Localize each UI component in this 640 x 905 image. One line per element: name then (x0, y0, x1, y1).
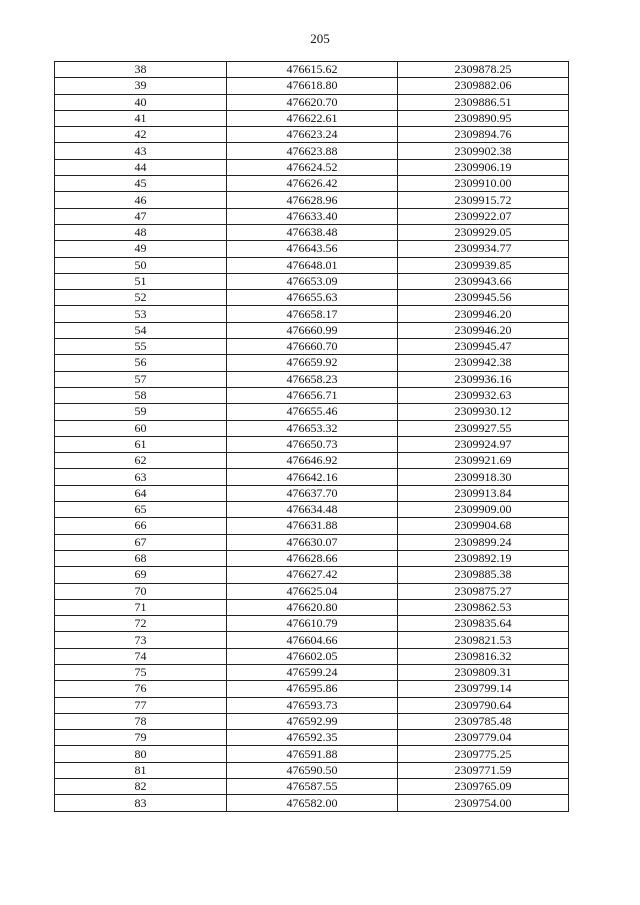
y-coordinate-cell: 2309885.38 (398, 567, 569, 583)
x-coordinate-cell: 476590.50 (227, 762, 398, 778)
point-number-cell: 42 (55, 127, 227, 143)
point-number-cell: 68 (55, 550, 227, 566)
x-coordinate-cell: 476646.92 (227, 453, 398, 469)
table-row (55, 208, 569, 224)
point-number-cell: 83 (55, 795, 227, 811)
table-row (55, 224, 569, 240)
x-coordinate-cell: 476587.55 (227, 779, 398, 795)
table-row (55, 453, 569, 469)
y-coordinate-cell: 2309918.30 (398, 469, 569, 485)
table-row (55, 322, 569, 338)
y-coordinate-cell: 2309945.56 (398, 290, 569, 306)
x-coordinate-cell: 476625.04 (227, 583, 398, 599)
table-row (55, 485, 569, 501)
y-coordinate-cell: 2309765.09 (398, 779, 569, 795)
x-coordinate-cell: 476656.71 (227, 387, 398, 403)
table-row (55, 404, 569, 420)
y-coordinate-cell: 2309809.31 (398, 664, 569, 680)
x-coordinate-cell: 476658.23 (227, 371, 398, 387)
y-coordinate-cell: 2309946.20 (398, 322, 569, 338)
y-coordinate-cell: 2309904.68 (398, 518, 569, 534)
y-coordinate-cell: 2309875.27 (398, 583, 569, 599)
y-coordinate-cell: 2309924.97 (398, 436, 569, 452)
y-coordinate-cell: 2309835.64 (398, 616, 569, 632)
point-number-cell: 49 (55, 241, 227, 257)
x-coordinate-cell: 476659.92 (227, 355, 398, 371)
y-coordinate-cell: 2309892.19 (398, 550, 569, 566)
table-row (55, 567, 569, 583)
point-number-cell: 48 (55, 224, 227, 240)
x-coordinate-cell: 476628.96 (227, 192, 398, 208)
y-coordinate-cell: 2309886.51 (398, 94, 569, 110)
x-coordinate-cell: 476630.07 (227, 534, 398, 550)
y-coordinate-cell: 2309771.59 (398, 762, 569, 778)
table-row (55, 616, 569, 632)
y-coordinate-cell: 2309906.19 (398, 159, 569, 175)
x-coordinate-cell: 476620.80 (227, 599, 398, 615)
x-coordinate-cell: 476593.73 (227, 697, 398, 713)
x-coordinate-cell: 476634.48 (227, 502, 398, 518)
point-number-cell: 55 (55, 339, 227, 355)
point-number-cell: 43 (55, 143, 227, 159)
point-number-cell: 51 (55, 273, 227, 289)
table-row (55, 583, 569, 599)
y-coordinate-cell: 2309799.14 (398, 681, 569, 697)
table-row (55, 371, 569, 387)
table-row (55, 306, 569, 322)
x-coordinate-cell: 476626.42 (227, 176, 398, 192)
x-coordinate-cell: 476615.62 (227, 62, 398, 78)
table-row (55, 469, 569, 485)
table-row (55, 143, 569, 159)
x-coordinate-cell: 476643.56 (227, 241, 398, 257)
x-coordinate-cell: 476602.05 (227, 648, 398, 664)
point-number-cell: 53 (55, 306, 227, 322)
y-coordinate-cell: 2309899.24 (398, 534, 569, 550)
y-coordinate-cell: 2309902.38 (398, 143, 569, 159)
point-number-cell: 66 (55, 518, 227, 534)
y-coordinate-cell: 2309779.04 (398, 730, 569, 746)
y-coordinate-cell: 2309942.38 (398, 355, 569, 371)
y-coordinate-cell: 2309915.72 (398, 192, 569, 208)
point-number-cell: 81 (55, 762, 227, 778)
y-coordinate-cell: 2309939.85 (398, 257, 569, 273)
point-number-cell: 45 (55, 176, 227, 192)
table-row (55, 762, 569, 778)
point-number-cell: 78 (55, 713, 227, 729)
table-row (55, 241, 569, 257)
table-row (55, 176, 569, 192)
y-coordinate-cell: 2309790.64 (398, 697, 569, 713)
x-coordinate-cell: 476638.48 (227, 224, 398, 240)
x-coordinate-cell: 476650.73 (227, 436, 398, 452)
point-number-cell: 72 (55, 616, 227, 632)
coordinates-table-body (55, 62, 569, 812)
x-coordinate-cell: 476592.99 (227, 713, 398, 729)
x-coordinate-cell: 476618.80 (227, 78, 398, 94)
table-row (55, 387, 569, 403)
table-row (55, 339, 569, 355)
point-number-cell: 71 (55, 599, 227, 615)
y-coordinate-cell: 2309821.53 (398, 632, 569, 648)
table-row (55, 436, 569, 452)
y-coordinate-cell: 2309754.00 (398, 795, 569, 811)
table-row (55, 713, 569, 729)
y-coordinate-cell: 2309878.25 (398, 62, 569, 78)
x-coordinate-cell: 476648.01 (227, 257, 398, 273)
table-row (55, 795, 569, 811)
point-number-cell: 54 (55, 322, 227, 338)
x-coordinate-cell: 476653.09 (227, 273, 398, 289)
coordinates-table (54, 61, 569, 812)
y-coordinate-cell: 2309936.16 (398, 371, 569, 387)
table-row (55, 648, 569, 664)
table-row (55, 420, 569, 436)
y-coordinate-cell: 2309775.25 (398, 746, 569, 762)
table-row (55, 534, 569, 550)
x-coordinate-cell: 476631.88 (227, 518, 398, 534)
point-number-cell: 39 (55, 78, 227, 94)
point-number-cell: 76 (55, 681, 227, 697)
y-coordinate-cell: 2309934.77 (398, 241, 569, 257)
table-row (55, 697, 569, 713)
point-number-cell: 70 (55, 583, 227, 599)
x-coordinate-cell: 476591.88 (227, 746, 398, 762)
y-coordinate-cell: 2309921.69 (398, 453, 569, 469)
x-coordinate-cell: 476592.35 (227, 730, 398, 746)
x-coordinate-cell: 476623.24 (227, 127, 398, 143)
table-row (55, 78, 569, 94)
table-row (55, 681, 569, 697)
y-coordinate-cell: 2309894.76 (398, 127, 569, 143)
table-row (55, 746, 569, 762)
page-number: 205 (310, 31, 330, 46)
table-row (55, 730, 569, 746)
point-number-cell: 67 (55, 534, 227, 550)
x-coordinate-cell: 476658.17 (227, 306, 398, 322)
point-number-cell: 69 (55, 567, 227, 583)
point-number-cell: 41 (55, 110, 227, 126)
point-number-cell: 73 (55, 632, 227, 648)
point-number-cell: 44 (55, 159, 227, 175)
table-row (55, 779, 569, 795)
x-coordinate-cell: 476610.79 (227, 616, 398, 632)
point-number-cell: 58 (55, 387, 227, 403)
table-row (55, 502, 569, 518)
point-number-cell: 52 (55, 290, 227, 306)
x-coordinate-cell: 476637.70 (227, 485, 398, 501)
point-number-cell: 63 (55, 469, 227, 485)
point-number-cell: 79 (55, 730, 227, 746)
table-row (55, 290, 569, 306)
x-coordinate-cell: 476655.46 (227, 404, 398, 420)
y-coordinate-cell: 2309882.06 (398, 78, 569, 94)
point-number-cell: 62 (55, 453, 227, 469)
table-row (55, 518, 569, 534)
point-number-cell: 59 (55, 404, 227, 420)
point-number-cell: 82 (55, 779, 227, 795)
y-coordinate-cell: 2309862.53 (398, 599, 569, 615)
table-row (55, 632, 569, 648)
point-number-cell: 46 (55, 192, 227, 208)
y-coordinate-cell: 2309946.20 (398, 306, 569, 322)
y-coordinate-cell: 2309943.66 (398, 273, 569, 289)
point-number-cell: 75 (55, 664, 227, 680)
y-coordinate-cell: 2309913.84 (398, 485, 569, 501)
table-row (55, 127, 569, 143)
table-row (55, 257, 569, 273)
point-number-cell: 65 (55, 502, 227, 518)
y-coordinate-cell: 2309945.47 (398, 339, 569, 355)
x-coordinate-cell: 476620.70 (227, 94, 398, 110)
table-row (55, 62, 569, 78)
x-coordinate-cell: 476628.66 (227, 550, 398, 566)
y-coordinate-cell: 2309927.55 (398, 420, 569, 436)
x-coordinate-cell: 476642.16 (227, 469, 398, 485)
x-coordinate-cell: 476595.86 (227, 681, 398, 697)
point-number-cell: 77 (55, 697, 227, 713)
table-row (55, 273, 569, 289)
table-row (55, 192, 569, 208)
y-coordinate-cell: 2309910.00 (398, 176, 569, 192)
y-coordinate-cell: 2309785.48 (398, 713, 569, 729)
point-number-cell: 74 (55, 648, 227, 664)
table-row (55, 550, 569, 566)
table-row (55, 664, 569, 680)
point-number-cell: 60 (55, 420, 227, 436)
point-number-cell: 47 (55, 208, 227, 224)
x-coordinate-cell: 476582.00 (227, 795, 398, 811)
point-number-cell: 64 (55, 485, 227, 501)
x-coordinate-cell: 476624.52 (227, 159, 398, 175)
x-coordinate-cell: 476627.42 (227, 567, 398, 583)
y-coordinate-cell: 2309922.07 (398, 208, 569, 224)
table-row (55, 159, 569, 175)
x-coordinate-cell: 476633.40 (227, 208, 398, 224)
point-number-cell: 50 (55, 257, 227, 273)
point-number-cell: 38 (55, 62, 227, 78)
point-number-cell: 80 (55, 746, 227, 762)
y-coordinate-cell: 2309890.95 (398, 110, 569, 126)
y-coordinate-cell: 2309816.32 (398, 648, 569, 664)
x-coordinate-cell: 476653.32 (227, 420, 398, 436)
table-row (55, 599, 569, 615)
point-number-cell: 57 (55, 371, 227, 387)
table-row (55, 355, 569, 371)
x-coordinate-cell: 476623.88 (227, 143, 398, 159)
x-coordinate-cell: 476604.66 (227, 632, 398, 648)
x-coordinate-cell: 476655.63 (227, 290, 398, 306)
x-coordinate-cell: 476622.61 (227, 110, 398, 126)
y-coordinate-cell: 2309909.00 (398, 502, 569, 518)
x-coordinate-cell: 476599.24 (227, 664, 398, 680)
x-coordinate-cell: 476660.99 (227, 322, 398, 338)
table-row (55, 94, 569, 110)
point-number-cell: 61 (55, 436, 227, 452)
x-coordinate-cell: 476660.70 (227, 339, 398, 355)
y-coordinate-cell: 2309930.12 (398, 404, 569, 420)
y-coordinate-cell: 2309932.63 (398, 387, 569, 403)
point-number-cell: 56 (55, 355, 227, 371)
table-row (55, 110, 569, 126)
point-number-cell: 40 (55, 94, 227, 110)
y-coordinate-cell: 2309929.05 (398, 224, 569, 240)
